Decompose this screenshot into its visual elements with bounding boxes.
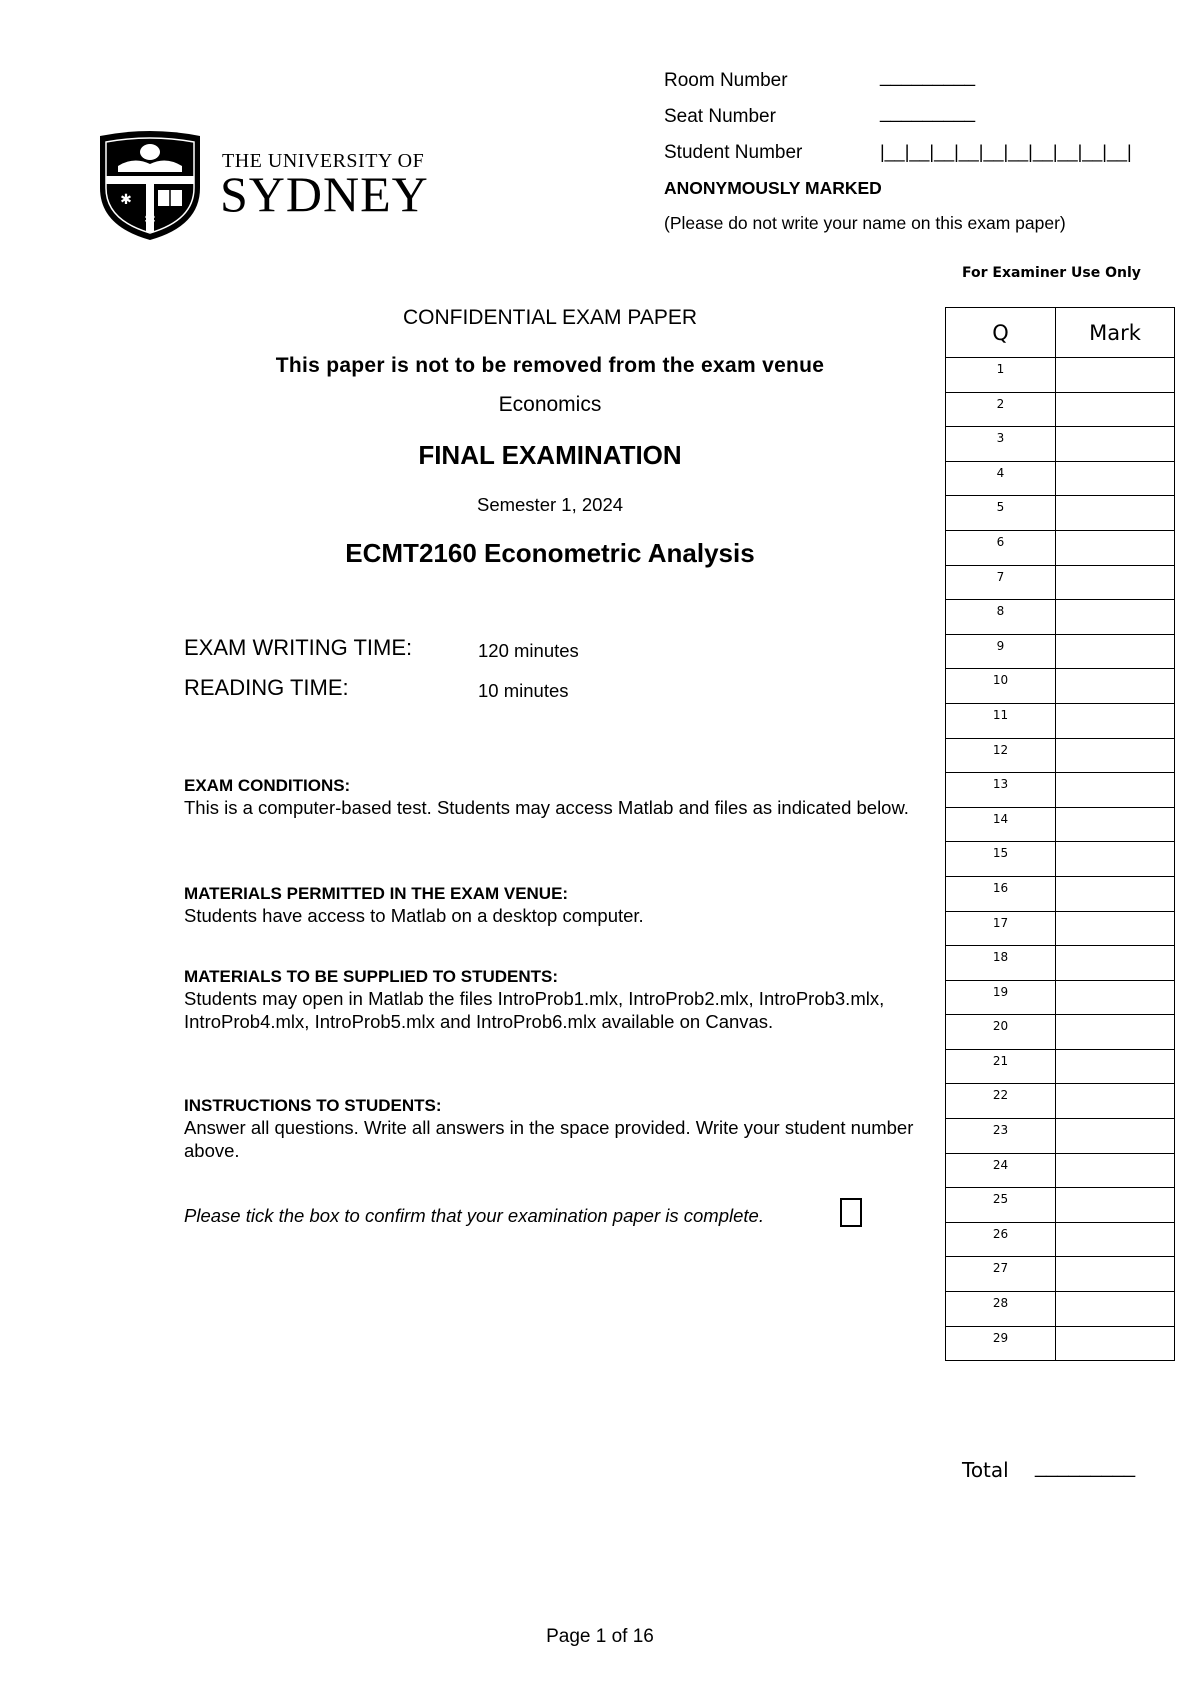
unit-title: ECMT2160 Econometric Analysis: [345, 538, 755, 568]
mark-cell[interactable]: [1056, 703, 1175, 738]
writing-time-value: 120 minutes: [478, 640, 579, 661]
not-removed-notice: This paper is not to be removed from the exam venue: [275, 354, 825, 377]
question-number: 12: [946, 738, 1056, 773]
question-number: 25: [946, 1188, 1056, 1223]
mark-cell[interactable]: [1056, 807, 1175, 842]
reading-time-value: 10 minutes: [478, 680, 569, 701]
mark-cell[interactable]: [1056, 392, 1175, 427]
table-row: [946, 565, 1175, 600]
tick-instruction: Please tick the box to confirm that your examination paper is complete.: [184, 1205, 764, 1226]
table-row: [946, 876, 1175, 911]
question-number: 7: [946, 565, 1056, 600]
anon-note: (Please do not write your name on this exam paper): [664, 213, 1066, 233]
mark-cell[interactable]: [1056, 496, 1175, 531]
mark-cell[interactable]: [1056, 565, 1175, 600]
student-number-field[interactable]: |__|__|__|__|__|__|__|__|__|__|: [880, 142, 1132, 162]
table-row: [946, 738, 1175, 773]
question-number: 1: [946, 358, 1056, 393]
complete-checkbox[interactable]: [840, 1198, 862, 1227]
table-row: [946, 530, 1175, 565]
question-number: 27: [946, 1257, 1056, 1292]
table-row: [946, 427, 1175, 462]
question-number: 14: [946, 807, 1056, 842]
student-number-label: Student Number: [664, 142, 803, 163]
question-number: 15: [946, 842, 1056, 877]
mark-cell[interactable]: [1056, 530, 1175, 565]
instructions-body: Answer all questions. Write all answers in the space provided. Write your student number above.: [184, 1117, 914, 1161]
mark-cell[interactable]: [1056, 600, 1175, 635]
question-number: 29: [946, 1326, 1056, 1361]
exam-type: FINAL EXAMINATION: [418, 440, 682, 470]
semester: Semester 1, 2024: [476, 494, 624, 515]
reading-time-label: READING TIME:: [184, 675, 349, 700]
question-number: 28: [946, 1292, 1056, 1327]
mark-cell[interactable]: [1056, 669, 1175, 704]
question-number: 4: [946, 461, 1056, 496]
seat-number-field[interactable]: _________: [880, 102, 976, 123]
table-row: [946, 1049, 1175, 1084]
mark-cell[interactable]: [1056, 738, 1175, 773]
mark-cell[interactable]: [1056, 1049, 1175, 1084]
question-number: 5: [946, 496, 1056, 531]
question-number: 13: [946, 773, 1056, 808]
question-number: 10: [946, 669, 1056, 704]
mark-cell[interactable]: [1056, 1222, 1175, 1257]
question-number: 21: [946, 1049, 1056, 1084]
instructions-section: [184, 1096, 924, 1162]
question-number: 11: [946, 703, 1056, 738]
question-number: 6: [946, 530, 1056, 565]
table-row: [946, 842, 1175, 877]
materials-permitted-body: Students have access to Matlab on a desktop computer.: [184, 905, 644, 926]
table-row: [946, 703, 1175, 738]
materials-supplied-body: Students may open in Matlab the files IntroProb1.mlx, IntroProb2.mlx, IntroProb3.mlx, IntroProb4.mlx, IntroProb5.mlx and IntroProb6.mlx available on Canvas.: [184, 988, 885, 1032]
col-q-header: Q: [946, 308, 1056, 358]
exam-conditions-body: This is a computer-based test. Students may access Matlab and files as indicated below.: [184, 797, 909, 818]
room-number-label: Room Number: [664, 70, 788, 91]
anonymously-marked: ANONYMOUSLY MARKED: [664, 178, 882, 198]
question-number: 26: [946, 1222, 1056, 1257]
question-number: 9: [946, 634, 1056, 669]
materials-supplied-heading: MATERIALS TO BE SUPPLIED TO STUDENTS:: [184, 967, 559, 986]
svg-text:✱: ✱: [120, 192, 132, 208]
materials-supplied-section: [184, 967, 924, 1033]
total-field[interactable]: _________: [1035, 1456, 1136, 1478]
exam-conditions-heading: EXAM CONDITIONS:: [184, 776, 351, 795]
mark-cell[interactable]: [1056, 1257, 1175, 1292]
table-row: [946, 600, 1175, 635]
mark-cell[interactable]: [1056, 1084, 1175, 1119]
mark-cell[interactable]: [1056, 946, 1175, 981]
table-row: [946, 358, 1175, 393]
svg-text:✱: ✱: [144, 212, 156, 228]
mark-cell[interactable]: [1056, 1326, 1175, 1361]
mark-cell[interactable]: [1056, 980, 1175, 1015]
question-number: 16: [946, 876, 1056, 911]
table-row: [946, 1292, 1175, 1327]
room-number-field[interactable]: _________: [880, 66, 976, 87]
question-number: 8: [946, 600, 1056, 635]
mark-cell[interactable]: [1056, 876, 1175, 911]
exam-conditions-section: [184, 776, 924, 819]
table-row: [946, 1119, 1175, 1154]
question-number: 20: [946, 1015, 1056, 1050]
table-row: [946, 461, 1175, 496]
table-row: [946, 980, 1175, 1015]
question-number: 23: [946, 1119, 1056, 1154]
table-row: [946, 496, 1175, 531]
table-row: [946, 946, 1175, 981]
mark-cell[interactable]: [1056, 911, 1175, 946]
materials-permitted-heading: MATERIALS PERMITTED IN THE EXAM VENUE:: [184, 884, 569, 903]
writing-time-label: EXAM WRITING TIME:: [184, 635, 413, 660]
mark-cell[interactable]: [1056, 1188, 1175, 1223]
table-row: [946, 1015, 1175, 1050]
mark-cell[interactable]: [1056, 1119, 1175, 1154]
examiner-caption: For Examiner Use Only: [962, 265, 1141, 281]
question-number: 17: [946, 911, 1056, 946]
table-row: [946, 1326, 1175, 1361]
question-number: 2: [946, 392, 1056, 427]
question-number: 19: [946, 980, 1056, 1015]
mark-cell[interactable]: [1056, 1153, 1175, 1188]
table-row: [946, 634, 1175, 669]
question-number: 18: [946, 946, 1056, 981]
table-row: [946, 1222, 1175, 1257]
question-number: 3: [946, 427, 1056, 462]
mark-cell[interactable]: [1056, 634, 1175, 669]
instructions-heading: INSTRUCTIONS TO STUDENTS:: [184, 1096, 442, 1115]
table-row: [946, 392, 1175, 427]
table-row: [946, 1084, 1175, 1119]
table-row: [946, 911, 1175, 946]
logo-text-main: SYDNEY: [220, 166, 429, 222]
university-crest-icon: [96, 130, 204, 242]
materials-permitted-section: [184, 884, 924, 927]
subject-name: Economics: [498, 393, 602, 416]
table-row: [946, 1257, 1175, 1292]
logo-text-top: THE UNIVERSITY OF: [222, 150, 425, 172]
total-label: Total: [962, 1458, 1009, 1482]
table-row: [946, 773, 1175, 808]
table-row: [946, 1153, 1175, 1188]
mark-cell[interactable]: [1056, 1292, 1175, 1327]
mark-cell[interactable]: [1056, 358, 1175, 393]
question-number: 24: [946, 1153, 1056, 1188]
seat-number-label: Seat Number: [664, 106, 776, 127]
mark-cell[interactable]: [1056, 1015, 1175, 1050]
examiner-marks-table: [945, 307, 1175, 1361]
table-row: [946, 1188, 1175, 1223]
page-number: Page 1 of 16: [546, 1626, 654, 1647]
mark-cell[interactable]: [1056, 842, 1175, 877]
mark-cell[interactable]: [1056, 427, 1175, 462]
confidential-heading: CONFIDENTIAL EXAM PAPER: [402, 306, 698, 329]
table-row: [946, 669, 1175, 704]
mark-cell[interactable]: [1056, 773, 1175, 808]
table-row: [946, 807, 1175, 842]
col-mark-header: Mark: [1056, 308, 1175, 358]
question-number: 22: [946, 1084, 1056, 1119]
mark-cell[interactable]: [1056, 461, 1175, 496]
